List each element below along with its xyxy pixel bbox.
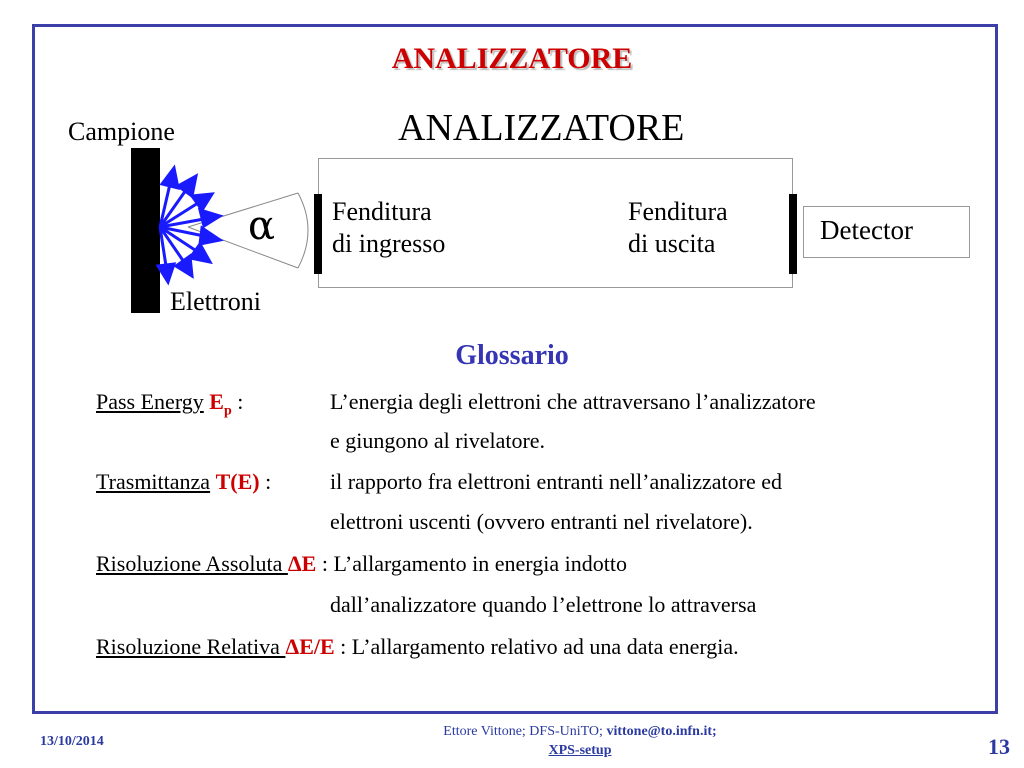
footer-credits-line1 xyxy=(0,722,1024,741)
entrance-slit-label xyxy=(332,196,445,260)
glossary-entry-risoluzione-assoluta xyxy=(96,550,627,578)
alpha-symbol: α xyxy=(248,203,276,249)
electron-emission-diagram xyxy=(0,0,330,330)
electron-arrow-head-2 xyxy=(192,194,212,210)
electron-arrow-head-6 xyxy=(176,256,192,276)
glossary-definition-line: e giungono al rivelatore. xyxy=(330,428,546,453)
glossary-term: Trasmittanza xyxy=(96,469,211,494)
glossary-definition-line: elettroni uscenti (ovvero entranti nel rivelatore). xyxy=(330,509,753,534)
glossary-definition-line: L’allargamento in energia indotto xyxy=(333,551,627,576)
electron-arrow-head-1 xyxy=(178,176,196,196)
entrance-slit-label-line2: di ingresso xyxy=(332,229,446,258)
glossary-symbol: T(E) xyxy=(215,469,260,494)
exit-slit-label xyxy=(628,196,728,260)
page-number: 13 xyxy=(988,734,1010,759)
glossary-entry-trasmittanza xyxy=(96,468,271,496)
electron-arrow-head-3 xyxy=(200,210,220,226)
glossary-entry-pass-energy xyxy=(96,388,243,425)
exit-slit xyxy=(789,194,797,274)
footer-author: Ettore Vittone; DFS-UniTO; xyxy=(443,724,607,739)
sample-label: Campione xyxy=(68,117,175,146)
footer-date: 13/10/2014 xyxy=(40,734,104,749)
glossary-symbol: ΔE xyxy=(287,551,317,576)
cone-arc xyxy=(298,193,308,268)
glossary-symbol: ΔE/E xyxy=(285,634,335,659)
footer-link[interactable]: XPS-setup xyxy=(548,743,612,758)
footer-link-line xyxy=(0,741,1024,760)
glossary-term: Risoluzione Relativa xyxy=(96,634,286,659)
diagram-title: ANALIZZATORE xyxy=(398,107,685,149)
glossary-entry-risoluzione-relativa xyxy=(96,633,739,661)
footer-email[interactable]: vittone@to.infn.it; xyxy=(606,724,717,739)
glossary-separator: : xyxy=(231,389,244,414)
electron-arrows xyxy=(158,168,220,282)
glossary-title: Glossario xyxy=(455,340,569,371)
glossary-separator: : xyxy=(259,469,272,494)
entrance-slit xyxy=(314,194,322,274)
glossary-symbol: $E_p$ xyxy=(209,389,232,419)
glossary-definition-line: L’energia degli elettroni che attraversano l’analizzatore xyxy=(330,389,816,414)
footer-credits xyxy=(0,722,1024,760)
glossary-definition-line: dall’analizzatore quando l’elettrone lo attraversa xyxy=(330,592,757,617)
glossary-definition-line: il rapporto fra elettroni entranti nell’analizzatore ed xyxy=(330,469,782,494)
electron-arrow-head-4 xyxy=(200,228,220,244)
electron-arrow-head-7 xyxy=(158,264,174,282)
glossary-separator: : xyxy=(334,634,347,659)
electron-arrow-head-8 xyxy=(162,168,178,188)
glossary-term: Risoluzione Assoluta xyxy=(96,551,288,576)
exit-slit-label-line1: Fenditura xyxy=(628,197,728,226)
glossary-definition-line: L’allargamento relativo ad una data energia. xyxy=(351,634,739,659)
glossary-term: Pass Energy xyxy=(96,389,204,414)
electrons-label: Elettroni xyxy=(170,287,261,316)
glossary-separator: : xyxy=(316,551,328,576)
detector-box: Detector xyxy=(803,206,970,258)
slide-title: ANALIZZATORE xyxy=(391,42,633,75)
electron-arrow-head-5 xyxy=(190,244,210,262)
exit-slit-label-line2: di uscita xyxy=(628,229,716,258)
entrance-slit-label-line1: Fenditura xyxy=(332,197,432,226)
